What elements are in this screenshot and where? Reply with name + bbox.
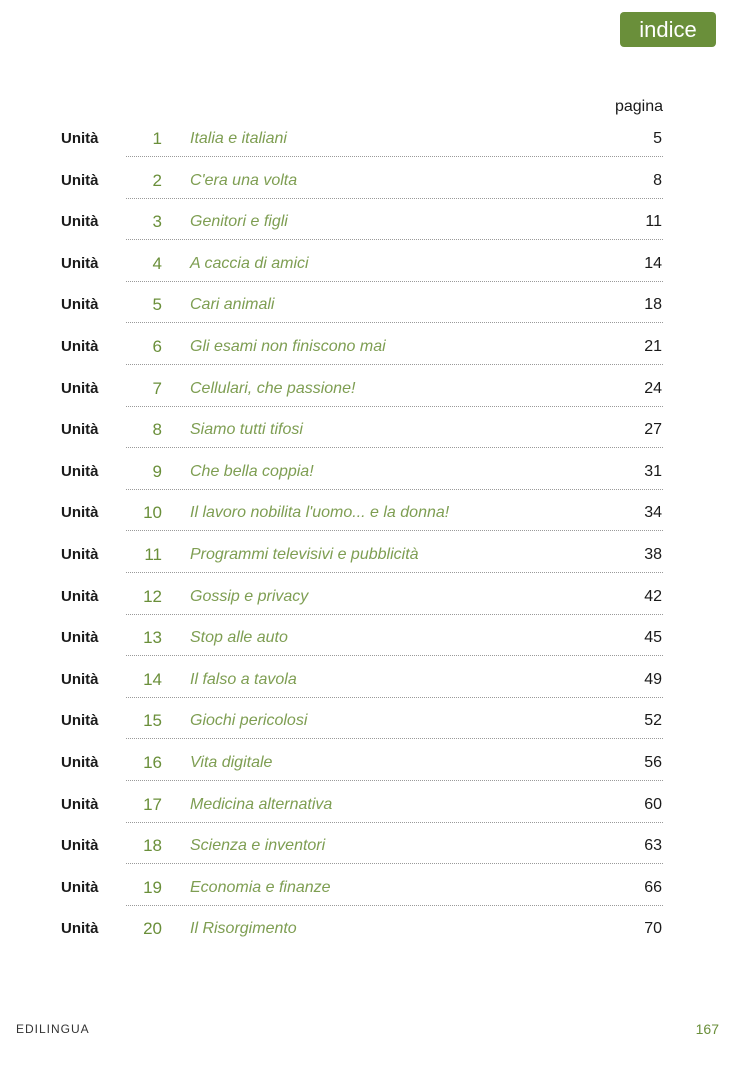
page-number: 167 xyxy=(695,1021,719,1037)
unit-number: 7 xyxy=(152,378,162,398)
dotted-leader xyxy=(126,780,663,781)
dotted-leader xyxy=(126,364,663,365)
toc-row xyxy=(0,409,739,451)
toc-row xyxy=(0,284,739,326)
dotted-leader xyxy=(126,614,663,615)
unit-label: Unità xyxy=(61,337,99,355)
unit-page: 11 xyxy=(645,213,662,231)
unit-number: 14 xyxy=(143,669,162,689)
unit-label: Unità xyxy=(61,213,99,231)
unit-page: 5 xyxy=(653,130,662,147)
unit-number: 12 xyxy=(143,586,162,606)
unit-title: Italia e italiani xyxy=(190,130,287,147)
index-tab: indice xyxy=(620,12,716,47)
dotted-leader xyxy=(126,447,663,448)
unit-label: Unità xyxy=(61,920,99,938)
unit-number: 16 xyxy=(143,752,162,772)
unit-label: Unità xyxy=(61,504,99,522)
dotted-leader xyxy=(126,281,663,282)
unit-title: Siamo tutti tifosi xyxy=(190,421,303,439)
unit-label: Unità xyxy=(61,379,99,397)
unit-title: Cellulari, che passione! xyxy=(190,379,356,397)
dotted-leader xyxy=(126,489,663,490)
dotted-leader xyxy=(126,406,663,407)
unit-label: Unità xyxy=(61,837,99,855)
dotted-leader xyxy=(126,905,663,906)
toc-row xyxy=(0,867,739,909)
unit-title: Il Risorgimento xyxy=(190,920,297,938)
toc-row xyxy=(0,659,739,701)
toc-row xyxy=(0,160,739,202)
unit-label: Unità xyxy=(61,753,99,771)
unit-label: Unità xyxy=(61,545,99,563)
unit-label: Unità xyxy=(61,629,99,647)
toc-row xyxy=(0,534,739,576)
unit-page: 38 xyxy=(644,545,662,563)
unit-page: 60 xyxy=(644,795,662,813)
dotted-leader xyxy=(126,655,663,656)
unit-page: 52 xyxy=(644,712,662,730)
unit-label: Unità xyxy=(61,130,99,147)
unit-page: 42 xyxy=(644,587,662,605)
unit-title: Stop alle auto xyxy=(190,629,288,647)
unit-title: Che bella coppia! xyxy=(190,462,314,480)
unit-page: 27 xyxy=(644,421,662,439)
unit-label: Unità xyxy=(61,587,99,605)
unit-title: Gossip e privacy xyxy=(190,587,309,605)
dotted-leader xyxy=(126,156,663,157)
dotted-leader xyxy=(126,198,663,199)
unit-title: Vita digitale xyxy=(190,753,273,771)
dotted-leader xyxy=(126,863,663,864)
unit-number: 10 xyxy=(143,503,162,523)
unit-title: Medicina alternativa xyxy=(190,795,333,813)
unit-page: 14 xyxy=(644,254,662,272)
toc-row xyxy=(0,742,739,784)
toc-row xyxy=(0,825,739,867)
toc-row xyxy=(0,908,739,950)
unit-number: 4 xyxy=(152,253,162,273)
unit-title: Il falso a tavola xyxy=(190,670,297,688)
dotted-leader xyxy=(126,738,663,739)
unit-page: 8 xyxy=(653,171,662,189)
toc-row xyxy=(0,451,739,493)
toc-row xyxy=(0,201,739,243)
unit-page: 49 xyxy=(644,670,662,688)
unit-number: 1 xyxy=(152,129,162,148)
unit-label: Unità xyxy=(61,254,99,272)
toc-row xyxy=(0,784,739,826)
unit-number: 6 xyxy=(152,336,162,356)
dotted-leader xyxy=(126,530,663,531)
unit-number: 17 xyxy=(143,794,162,814)
unit-title: Economia e finanze xyxy=(190,878,331,896)
unit-number: 2 xyxy=(152,170,162,190)
unit-page: 18 xyxy=(644,296,662,314)
dotted-leader xyxy=(126,822,663,823)
unit-number: 8 xyxy=(152,420,162,440)
unit-number: 11 xyxy=(144,544,162,564)
unit-page: 66 xyxy=(644,878,662,896)
unit-label: Unità xyxy=(61,670,99,688)
table-of-contents xyxy=(0,118,739,950)
unit-number: 18 xyxy=(143,836,162,856)
unit-page: 21 xyxy=(644,337,662,355)
unit-title: Genitori e figli xyxy=(190,213,288,231)
unit-title: Cari animali xyxy=(190,296,275,314)
unit-label: Unità xyxy=(61,462,99,480)
page-column-header: pagina xyxy=(614,98,663,115)
toc-row xyxy=(0,243,739,285)
unit-label: Unità xyxy=(61,795,99,813)
unit-page: 31 xyxy=(644,462,662,480)
unit-page: 24 xyxy=(644,379,662,397)
unit-label: Unità xyxy=(61,171,99,189)
unit-page: 45 xyxy=(644,629,662,647)
toc-row xyxy=(0,700,739,742)
publisher-logo: EDILINGUA xyxy=(16,1022,90,1036)
unit-page: 56 xyxy=(644,753,662,771)
unit-label: Unità xyxy=(61,296,99,314)
unit-title: A caccia di amici xyxy=(190,254,309,272)
unit-number: 3 xyxy=(152,212,162,232)
unit-title: C'era una volta xyxy=(190,171,298,189)
unit-number: 20 xyxy=(143,919,162,939)
unit-number: 9 xyxy=(152,461,162,481)
toc-row xyxy=(0,492,739,534)
unit-label: Unità xyxy=(61,878,99,896)
unit-title: Programmi televisivi e pubblicità xyxy=(190,545,419,563)
dotted-leader xyxy=(126,322,663,323)
unit-title: Scienza e inventori xyxy=(190,837,326,855)
unit-number: 5 xyxy=(152,295,162,315)
unit-number: 19 xyxy=(143,877,162,897)
unit-page: 34 xyxy=(644,504,662,522)
unit-number: 13 xyxy=(143,628,162,648)
dotted-leader xyxy=(126,239,663,240)
toc-row xyxy=(0,368,739,410)
unit-title: Giochi pericolosi xyxy=(190,712,308,730)
toc-row xyxy=(0,576,739,618)
dotted-leader xyxy=(126,572,663,573)
unit-number: 15 xyxy=(143,711,162,731)
toc-row xyxy=(0,118,739,160)
toc-row xyxy=(0,617,739,659)
unit-page: 70 xyxy=(644,920,662,938)
toc-row xyxy=(0,326,739,368)
unit-page: 63 xyxy=(644,837,662,855)
dotted-leader xyxy=(126,697,663,698)
unit-title: Gli esami non finiscono mai xyxy=(190,337,386,355)
unit-label: Unità xyxy=(61,712,99,730)
unit-title: Il lavoro nobilita l'uomo... e la donna! xyxy=(190,504,450,522)
unit-label: Unità xyxy=(61,421,99,439)
